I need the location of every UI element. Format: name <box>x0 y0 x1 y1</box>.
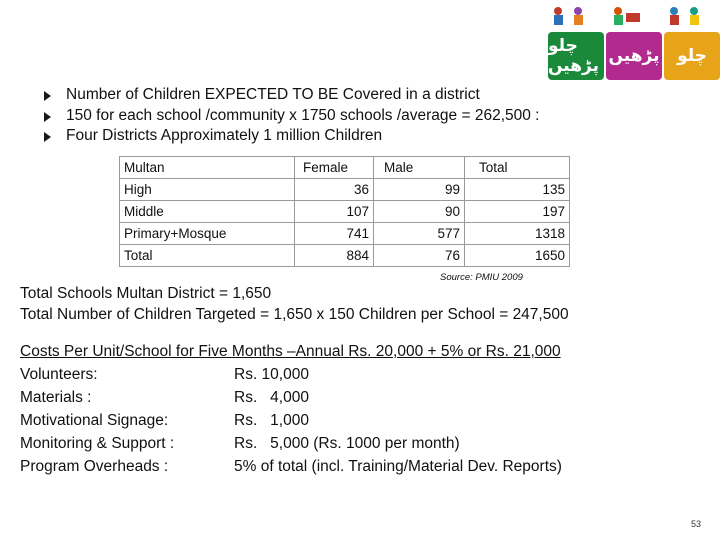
cell-label: Total <box>120 245 295 267</box>
cell-total: 1650 <box>465 245 570 267</box>
table-row <box>120 245 570 267</box>
cell-male: 90 <box>374 201 465 223</box>
bullet-item: Four Districts Approximately 1 million Children <box>44 126 539 147</box>
cell-total: 197 <box>465 201 570 223</box>
table-row <box>120 201 570 223</box>
bullet-item: Number of Children EXPECTED TO BE Covered in a district <box>44 85 539 106</box>
cell-male: 76 <box>374 245 465 267</box>
cell-female: 36 <box>295 179 374 201</box>
cell-total: 1318 <box>465 223 570 245</box>
cell-female: 884 <box>295 245 374 267</box>
bullet-arrow-icon <box>44 132 51 142</box>
header-total: Total <box>465 157 570 179</box>
bullet-item: 150 for each school /community x 1750 schools /average = 262,500 : <box>44 106 539 127</box>
header-multan: Multan <box>120 157 295 179</box>
logo-tile-purple: پڑھیں <box>606 32 662 80</box>
header-female: Female <box>295 157 374 179</box>
cell-label: High <box>120 179 295 201</box>
table-header-row <box>120 157 570 179</box>
cost-amount: 5% of total (incl. Training/Material Dev. Reports) <box>234 458 562 475</box>
cost-label: Volunteers: <box>20 366 98 383</box>
bullet-list <box>44 85 539 147</box>
cost-amount: Rs. 4,000 <box>234 389 309 406</box>
page-number: 53 <box>691 519 702 529</box>
cell-total: 135 <box>465 179 570 201</box>
cost-amount: Rs. 1,000 <box>234 412 309 429</box>
logo-tile-orange: چلو <box>664 32 720 80</box>
table-row <box>120 179 570 201</box>
cost-label: Motivational Signage: <box>20 412 169 429</box>
total-children-line: Total Number of Children Targeted = 1,650 x 150 Children per School = 247,500 <box>20 306 569 323</box>
logo-tile-green: چلو پڑھیں <box>548 32 604 80</box>
bullet-arrow-icon <box>44 91 51 101</box>
cost-label: Program Overheads : <box>20 458 169 475</box>
source-note: Source: PMIU 2009 <box>440 272 523 283</box>
reading-children-icon <box>548 5 592 29</box>
bullet-arrow-icon <box>44 112 51 122</box>
cell-male: 99 <box>374 179 465 201</box>
table-row <box>120 223 570 245</box>
costs-heading: Costs Per Unit/School for Five Months –Annual Rs. 20,000 + 5% or Rs. 21,000 <box>20 343 561 360</box>
cell-male: 577 <box>374 223 465 245</box>
cost-label: Materials : <box>20 389 92 406</box>
cell-label: Middle <box>120 201 295 223</box>
header-male: Male <box>374 157 465 179</box>
program-logo <box>544 2 720 84</box>
cost-amount: Rs. 5,000 (Rs. 1000 per month) <box>234 435 460 452</box>
cost-label: Monitoring & Support : <box>20 435 175 452</box>
cost-amount: Rs. 10,000 <box>234 366 309 383</box>
schools-table <box>119 156 570 267</box>
reading-children-icon <box>606 5 650 29</box>
cell-female: 107 <box>295 201 374 223</box>
total-schools-line: Total Schools Multan District = 1,650 <box>20 285 272 302</box>
reading-children-icon <box>664 5 708 29</box>
cell-female: 741 <box>295 223 374 245</box>
cell-label: Primary+Mosque <box>120 223 295 245</box>
